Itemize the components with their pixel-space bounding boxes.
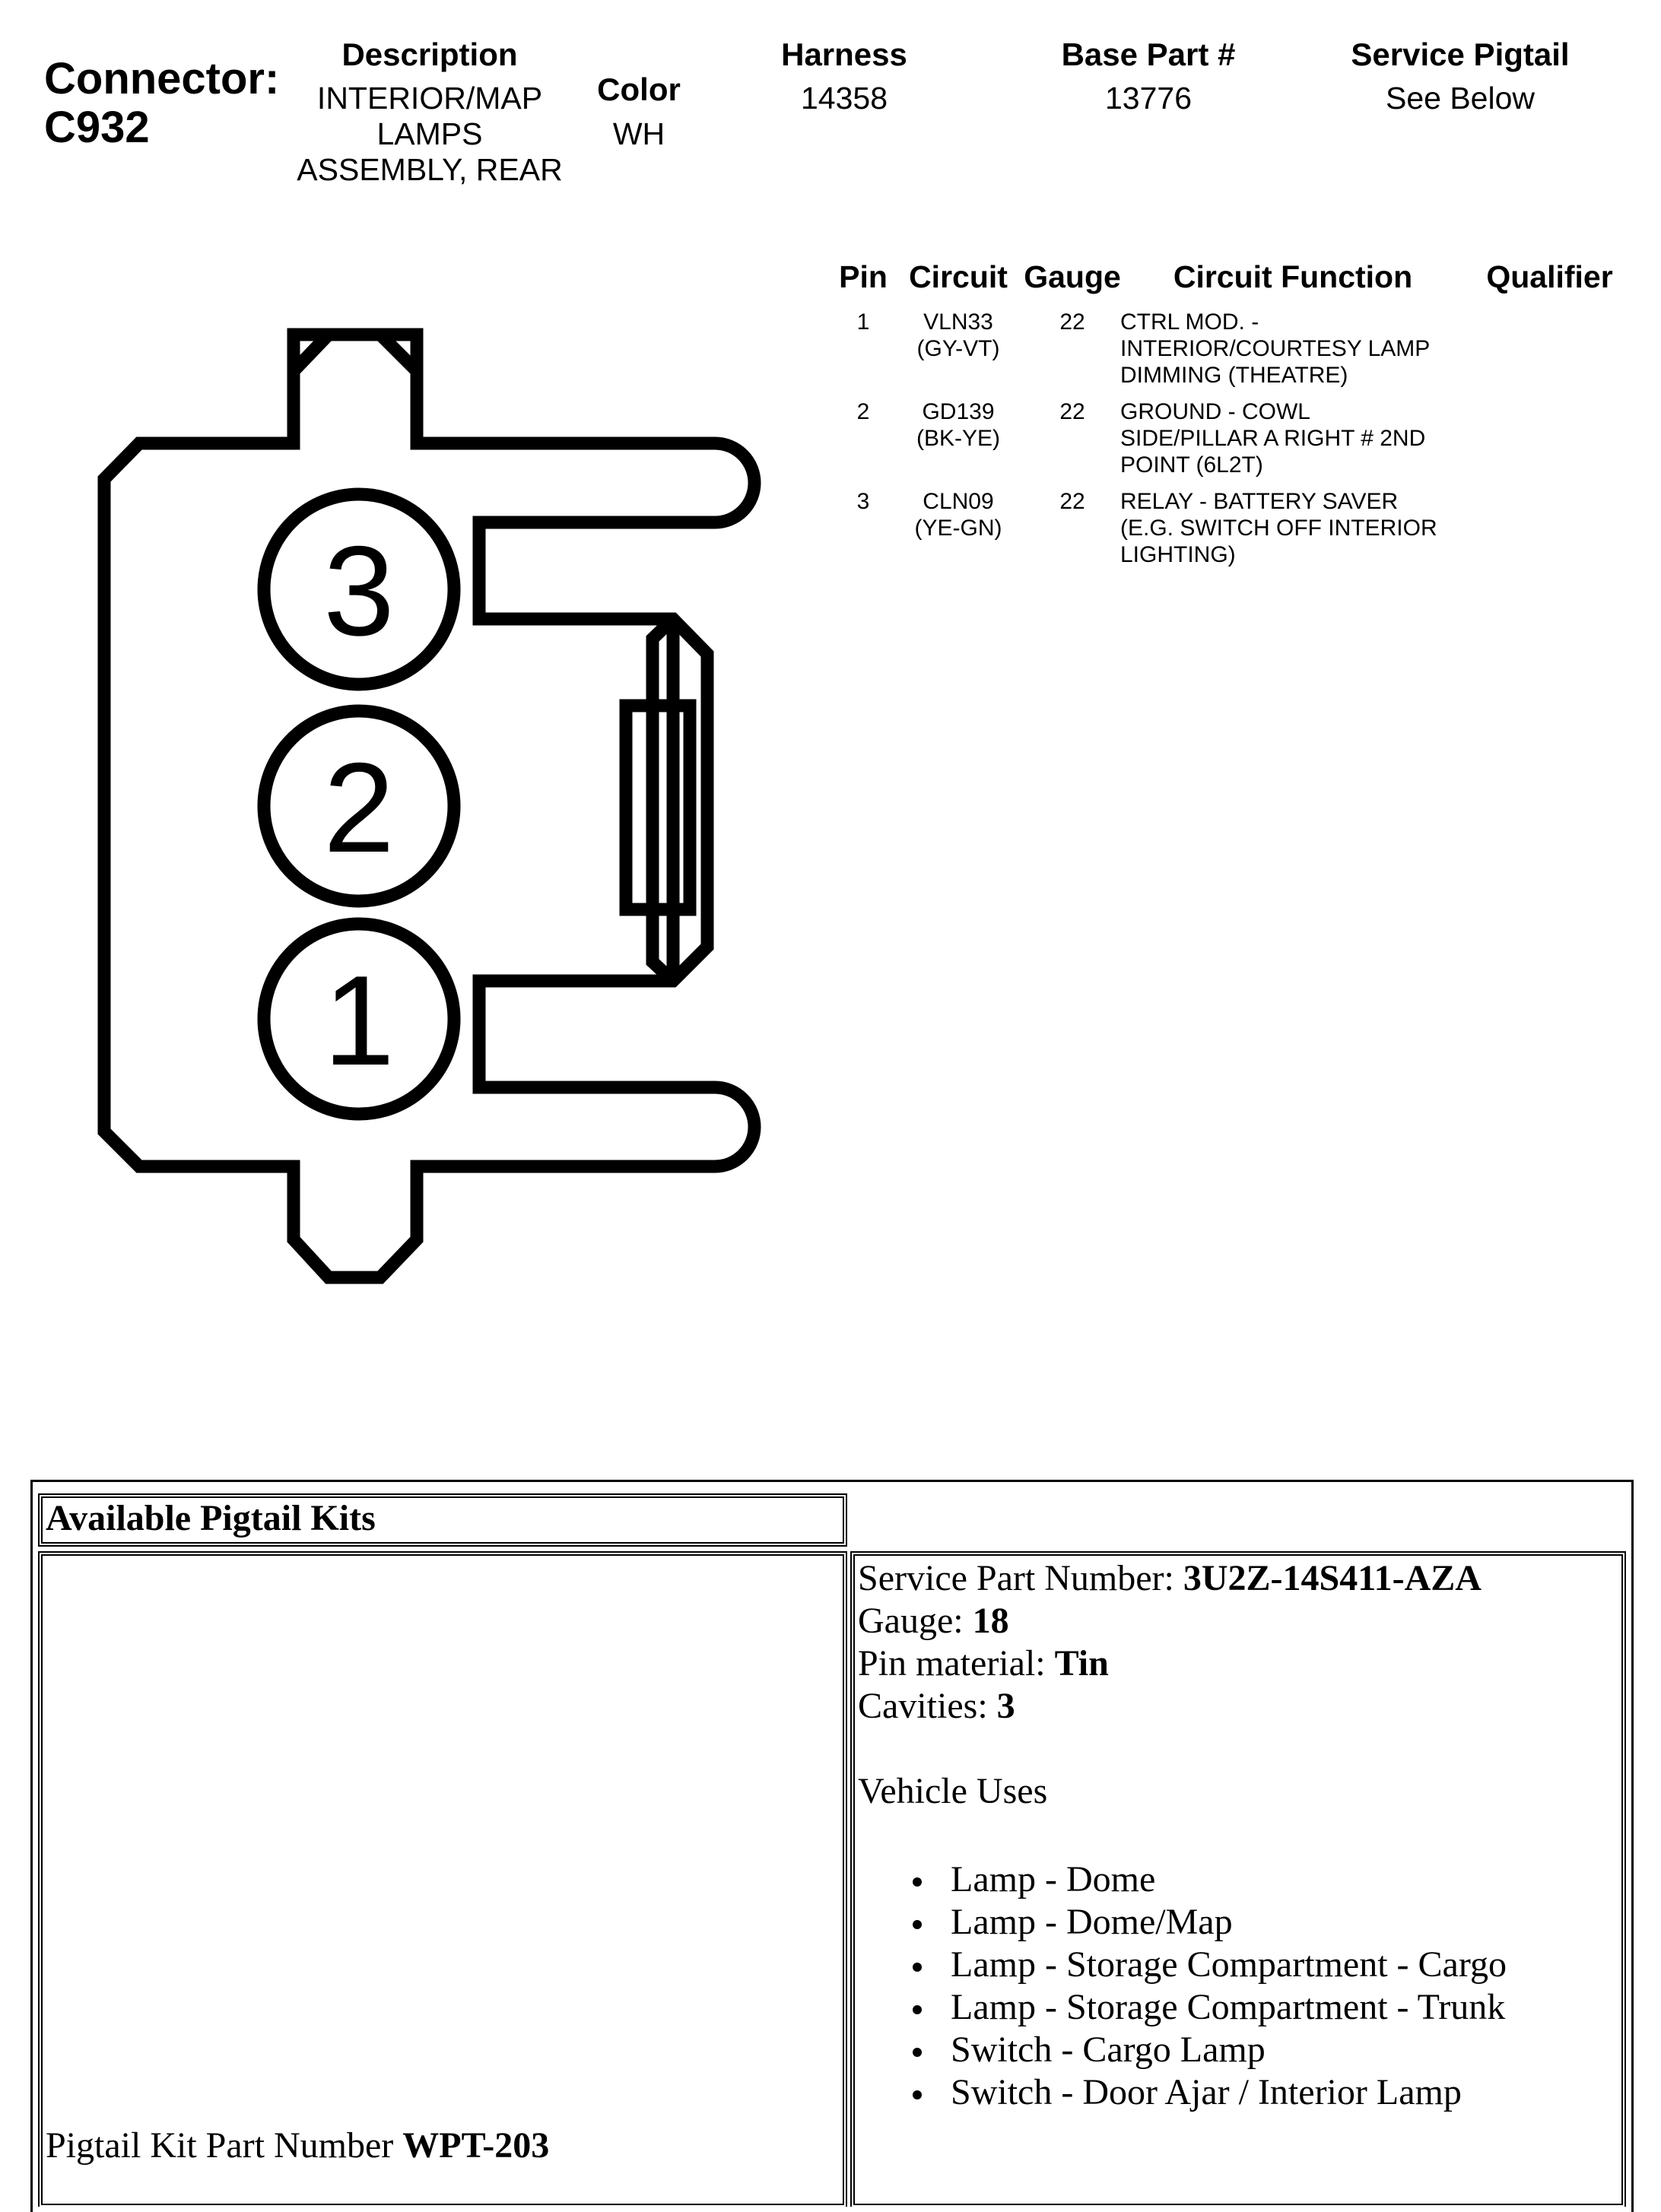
connector-id: C932	[44, 103, 150, 152]
function-col-header: Circuit Function	[1173, 259, 1413, 294]
function-line: RELAY - BATTERY SAVER	[1120, 489, 1399, 514]
kit-part-label: Pigtail Kit Part Number	[46, 2125, 403, 2166]
cavities-label: Cavities:	[858, 1686, 997, 1726]
harness-header: Harness	[781, 36, 907, 72]
vehicle-use: Switch - Door Ajar / Interior Lamp	[951, 2072, 1462, 2112]
description-line: LAMPS	[376, 116, 483, 151]
circuit-cell	[901, 309, 1015, 362]
service-pigtail-header: Service Pigtail	[1351, 36, 1570, 72]
vehicle-use: Lamp - Dome/Map	[951, 1902, 1233, 1942]
circuit-cell	[901, 488, 1015, 541]
function-line: SIDE/PILLAR A RIGHT # 2ND	[1120, 426, 1426, 451]
bullet-icon	[913, 2005, 922, 2014]
function-line: DIMMING (THEATRE)	[1120, 363, 1348, 388]
connector-label: Connector:	[44, 54, 280, 103]
function-line: CTRL MOD. -	[1120, 309, 1259, 335]
base-part-value: 13776	[1104, 81, 1192, 116]
description-line: ASSEMBLY, REAR	[297, 152, 563, 187]
list-item	[913, 1944, 1507, 1986]
description-header: Description	[341, 36, 518, 72]
gauge-cell: 22	[1059, 399, 1085, 424]
circuit-color: (GY-VT)	[916, 336, 1000, 361]
cavity-label: 3	[323, 519, 395, 662]
connector-face-diagram	[0, 0, 837, 1338]
pigtail-image-cell	[38, 1551, 847, 2207]
function-line: (E.G. SWITCH OFF INTERIOR	[1120, 516, 1437, 541]
top-tab-outline	[294, 335, 417, 443]
circuit-code: VLN33	[923, 309, 993, 335]
pigtail-specs	[858, 1557, 1507, 2114]
pin-material-label: Pin material:	[858, 1643, 1055, 1684]
list-item	[913, 1858, 1507, 1901]
vehicle-uses-list	[913, 1858, 1507, 2114]
circuit-code: CLN09	[923, 489, 994, 514]
vehicle-use: Lamp - Storage Compartment - Cargo	[951, 1944, 1507, 1985]
color-header: Color	[597, 71, 681, 107]
gauge-line	[858, 1600, 1507, 1642]
pin-material-value: Tin	[1054, 1643, 1109, 1684]
pin-number: 2	[856, 399, 870, 424]
circuit-color: (YE-GN)	[914, 516, 1002, 541]
list-item	[913, 1986, 1507, 2029]
pin-number: 1	[856, 309, 870, 335]
vehicle-use: Switch - Cargo Lamp	[951, 2030, 1266, 2070]
bullet-icon	[913, 1963, 922, 1972]
kit-part-value: WPT-203	[402, 2125, 550, 2166]
pin-material-line	[858, 1642, 1507, 1685]
cavity-label: 1	[323, 949, 395, 1092]
gauge-label: Gauge:	[858, 1601, 973, 1641]
base-part-header: Base Part #	[1061, 36, 1236, 72]
circuit-code: GD139	[922, 399, 995, 424]
circuit-col-header: Circuit	[909, 259, 1008, 294]
list-item	[913, 1901, 1507, 1944]
function-line: INTERIOR/COURTESY LAMP	[1120, 336, 1431, 361]
cavity-label: 2	[323, 736, 395, 879]
service-part-value: 3U2Z-14S411-AZA	[1183, 1558, 1482, 1598]
cavities-line	[858, 1685, 1507, 1728]
service-pigtail-value: See Below	[1385, 81, 1535, 116]
circuit-cell	[901, 398, 1015, 452]
bullet-icon	[913, 2048, 922, 2057]
pin-table	[829, 259, 1635, 578]
color-value: WH	[612, 116, 665, 151]
function-line: POINT (6L2T)	[1120, 452, 1263, 478]
bullet-icon	[913, 2090, 922, 2099]
pigtail-details-cell	[850, 1551, 1626, 2207]
pin-number: 3	[856, 489, 870, 514]
pigtail-title-cell	[38, 1493, 847, 1547]
service-part-label: Service Part Number:	[858, 1558, 1183, 1598]
function-cell	[1120, 398, 1478, 478]
bullet-icon	[913, 1877, 922, 1887]
gauge-cell: 22	[1059, 309, 1085, 335]
vehicle-use: Lamp - Dome	[951, 1859, 1156, 1899]
harness-value: 14358	[800, 81, 888, 116]
gauge-value: 18	[972, 1601, 1009, 1641]
list-item	[913, 2029, 1507, 2071]
qualifier-col-header: Qualifier	[1486, 259, 1613, 294]
vehicle-use: Lamp - Storage Compartment - Trunk	[951, 1987, 1506, 2027]
description-line: INTERIOR/MAP	[316, 81, 543, 116]
gauge-cell: 22	[1059, 489, 1085, 514]
function-cell	[1120, 488, 1478, 568]
gauge-col-header: Gauge	[1024, 259, 1121, 294]
function-cell	[1120, 309, 1478, 389]
bullet-icon	[913, 1920, 922, 1929]
service-part-line	[858, 1557, 1507, 1600]
pin-col-header: Pin	[839, 259, 888, 294]
pigtail-title: Available Pigtail Kits	[46, 1498, 376, 1538]
circuit-color: (BK-YE)	[916, 426, 1000, 451]
function-line: GROUND - COWL	[1120, 399, 1310, 424]
kit-part-number	[46, 2125, 549, 2167]
list-item	[913, 2071, 1507, 2114]
function-line: LIGHTING)	[1120, 542, 1236, 567]
vehicle-uses-label: Vehicle Uses	[858, 1771, 1048, 1811]
cavities-value: 3	[996, 1686, 1015, 1726]
